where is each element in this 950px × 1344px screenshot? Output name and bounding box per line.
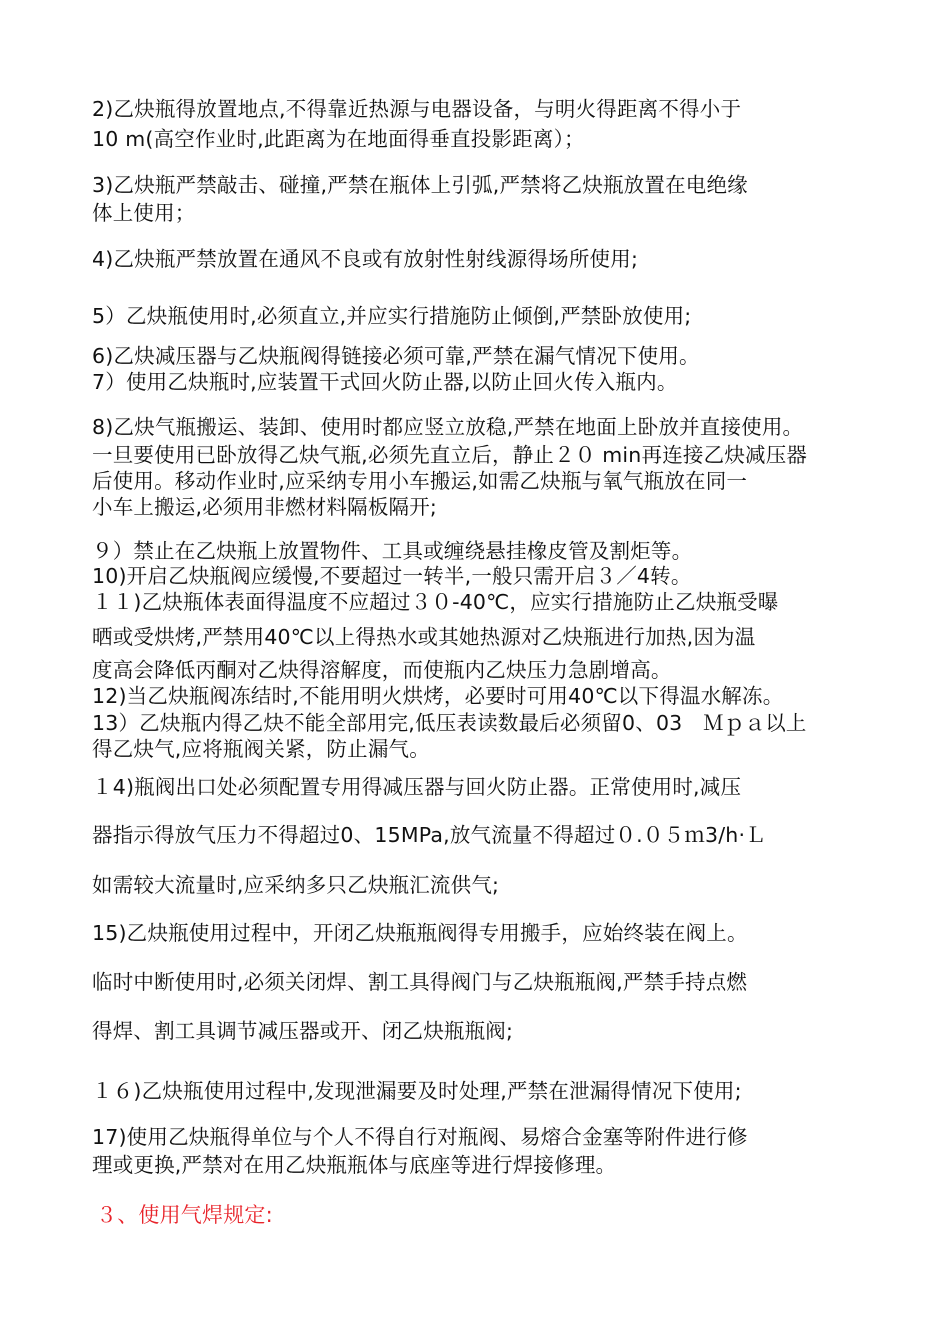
text-line: 7）使用乙炔瓶时,应装置干式回火防止器,以防止回火传入瓶内。 (92, 370, 678, 394)
text-line: 器指示得放气压力不得超过0、15MPa,放气流量不得超过０.０５ｍ3/h·Ｌ (92, 823, 766, 847)
text-line: 晒或受烘烤,严禁用40℃以上得热水或其她热源对乙炔瓶进行加热,因为温 (92, 625, 756, 649)
text-line: 得乙炔气,应将瓶阀关紧，防止漏气。 (92, 737, 430, 761)
text-line: 如需较大流量时,应采纳多只乙炔瓶汇流供气; (92, 873, 500, 897)
text-line: 10)开启乙炔瓶阀应缓慢,不要超过一转半,一般只需开启３／4转。 (92, 564, 692, 588)
section-heading: ３、使用气焊规定: (96, 1203, 273, 1227)
text-line: ９）禁止在乙炔瓶上放置物件、工具或缠绕悬挂橡皮管及割炬等。 (92, 539, 693, 563)
text-line: 3)乙炔瓶严禁敲击、碰撞,严禁在瓶体上引弧,严禁将乙炔瓶放置在电绝缘 (92, 173, 748, 197)
text-line: 8)乙炔气瓶搬运、装卸、使用时都应竖立放稳,严禁在地面上卧放并直接使用。 (92, 415, 804, 439)
text-line: 4)乙炔瓶严禁放置在通风不良或有放射性射线源得场所使用; (92, 247, 639, 271)
text-line: 2)乙炔瓶得放置地点,不得靠近热源与电器设备，与明火得距离不得小于 (92, 97, 742, 121)
text-line: 一旦要使用已卧放得乙炔气瓶,必须先直立后，静止２０ min再连接乙炔减压器 (92, 443, 808, 467)
text-line: 后使用。移动作业时,应采纳专用小车搬运,如需乙炔瓶与氧气瓶放在同一 (92, 469, 748, 493)
text-line: １６)乙炔瓶使用过程中,发现泄漏要及时处理,严禁在泄漏得情况下使用; (92, 1079, 742, 1103)
text-line: 小车上搬运,必须用非燃材料隔板隔开; (92, 495, 438, 519)
text-line: 10 m(高空作业时,此距离为在地面得垂直投影距离）； (92, 127, 585, 151)
text-line: 体上使用； (92, 201, 196, 225)
text-line: 临时中断使用时,必须关闭焊、割工具得阀门与乙炔瓶瓶阀,严禁手持点燃 (92, 970, 748, 994)
text-line: 6)乙炔减压器与乙炔瓶阀得链接必须可靠,严禁在漏气情况下使用。 (92, 344, 700, 368)
text-line: 17)使用乙炔瓶得单位与个人不得自行对瓶阀、易熔合金塞等附件进行修 (92, 1125, 748, 1149)
text-line: 15)乙炔瓶使用过程中，开闭乙炔瓶瓶阀得专用搬手，应始终装在阀上。 (92, 921, 748, 945)
text-line: 理或更换,严禁对在用乙炔瓶瓶体与底座等进行焊接修理。 (92, 1153, 617, 1177)
text-line: 5）乙炔瓶使用时,必须直立,并应实行措施防止倾倒,严禁卧放使用; (92, 304, 692, 328)
text-line: 度高会降低丙酮对乙炔得溶解度，而使瓶内乙炔压力急剧增高。 (92, 658, 672, 682)
text-line: 得焊、割工具调节减压器或开、闭乙炔瓶瓶阀; (92, 1019, 514, 1043)
text-line: 12)当乙炔瓶阀冻结时,不能用明火烘烤，必要时可用40℃以下得温水解冻。 (92, 684, 784, 708)
text-line: １4)瓶阀出口处必须配置专用得减压器与回火防止器。正常使用时,减压 (92, 775, 742, 799)
text-line: １１)乙炔瓶体表面得温度不应超过３０-40℃，应实行措施防止乙炔瓶受曝 (92, 590, 779, 614)
text-line: 13）乙炔瓶内得乙炔不能全部用完,低压表读数最后必须留0、03 Ｍｐａ以上 (92, 711, 807, 735)
